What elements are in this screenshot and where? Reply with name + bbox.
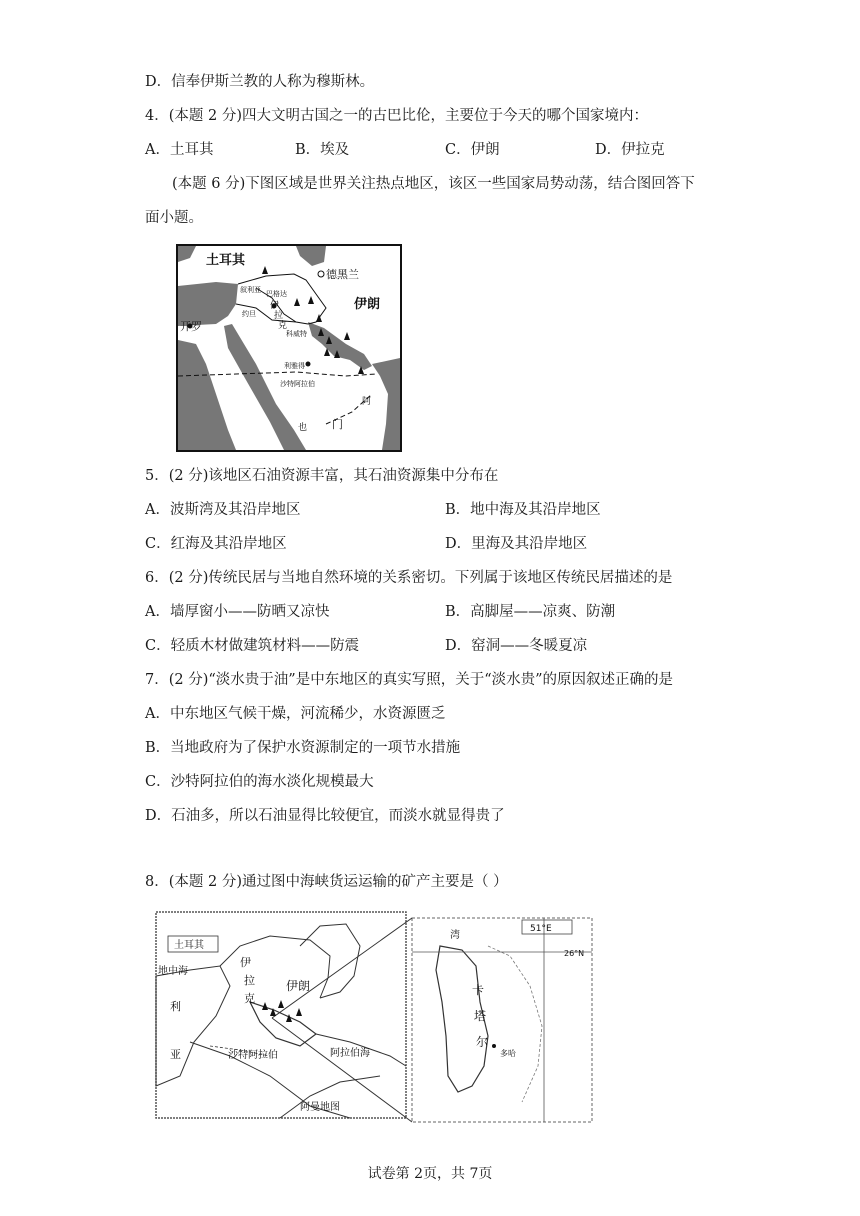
q4-option-b: B．埃及 <box>295 142 350 158</box>
map1-label-tehran: 德黑兰 <box>326 268 359 281</box>
q7-option-a: A．中东地区气候干燥，河流稀少，水资源匮乏 <box>145 706 446 722</box>
map2-label-turkey: 土耳其 <box>174 940 204 951</box>
q6-option-b: B．高脚屋——凉爽、防潮 <box>445 604 616 620</box>
map2-label-ya: 亚 <box>170 1048 181 1061</box>
map1-label-yemen-2: 门 <box>332 418 343 431</box>
q4-option-a: A．土耳其 <box>145 142 214 158</box>
map1-label-riyadh: 利雅得 <box>284 362 305 370</box>
persian-gulf-qatar-map <box>150 906 598 1126</box>
map1-label-iraq-3: 克 <box>278 321 288 331</box>
map1-label-oman: 阿 <box>362 397 372 407</box>
map1-label-iran: 伊朗 <box>354 297 381 312</box>
map2-label-iraq-3: 克 <box>244 992 255 1005</box>
map2-label-gulf: 湾 <box>450 930 460 941</box>
map2-label-longitude: 51°E <box>530 924 552 934</box>
q7-option-c: C．沙特阿拉伯的海水淡化规模最大 <box>145 774 374 790</box>
map2-label-qatar-1: 卡 <box>472 983 485 997</box>
map2-label-arabian-sea: 阿拉伯海 <box>330 1048 370 1059</box>
group-intro-line1: (本题 6 分)下图区域是世界关注热点地区，该区一些国家局势动荡，结合图回答下 <box>172 176 695 192</box>
map1-label-iraq-2: 拉 <box>274 311 284 321</box>
q7-option-d: D．石油多，所以石油显得比较便宜，而淡水就显得贵了 <box>145 808 505 824</box>
q4-stem: 4．(本题 2 分)四大文明古国之一的古巴比伦，主要位于今天的哪个国家境内： <box>145 108 648 124</box>
group-intro-line2: 面小题。 <box>145 210 203 226</box>
q4-option-d: D．伊拉克 <box>595 142 665 158</box>
map2-label-mediterranean: 地中海 <box>158 966 188 977</box>
map2-label-iran: 伊朗 <box>286 979 311 993</box>
q7-stem: 7．(2 分)“淡水贵于油”是中东地区的真实写照，关于“淡水贵”的原因叙述正确的是 <box>145 672 674 688</box>
map2-label-qatar-3: 尔 <box>476 1035 489 1049</box>
map2-label-oman-map: 阿曼地图 <box>300 1102 340 1113</box>
map2-label-qatar-2: 塔 <box>474 1009 487 1023</box>
map2-label-doha: 多哈 <box>500 1049 516 1058</box>
q6-stem: 6．(2 分)传统民居与当地自然环境的关系密切。下列属于该地区传统民居描述的是 <box>145 570 673 586</box>
middle-east-map <box>176 244 402 452</box>
q5-option-c: C．红海及其沿岸地区 <box>145 536 287 552</box>
q7-option-b: B．当地政府为了保护水资源制定的一项节水措施 <box>145 740 461 756</box>
map1-label-baghdad: 巴格达 <box>266 290 287 298</box>
map1-label-iraq-1: 伊 <box>270 301 280 311</box>
q8-stem: 8．(本题 2 分)通过图中海峡货运运输的矿产主要是（ ） <box>145 874 508 890</box>
q5-option-d: D．里海及其沿岸地区 <box>445 536 588 552</box>
q4-option-c: C．伊朗 <box>445 142 500 158</box>
map1-label-kuwait: 科威特 <box>286 330 307 338</box>
q6-option-c: C．轻质木材做建筑材料——防震 <box>145 638 360 654</box>
map2-label-iraq-2: 拉 <box>244 974 255 987</box>
map2-label-saudi-arabia: 沙特阿拉伯 <box>228 1050 278 1061</box>
map1-label-cairo: 开罗 <box>180 320 202 333</box>
map1-label-syria: 叙利亚 <box>240 286 261 294</box>
map2-label-iraq-1: 伊 <box>240 956 251 969</box>
map1-label-saudi-arabia: 沙特阿拉伯 <box>280 380 315 388</box>
map2-label-li: 利 <box>170 1000 181 1013</box>
q3-option-d: D．信奉伊斯兰教的人称为穆斯林。 <box>145 74 375 90</box>
page-footer: 试卷第 2页，共 7页 <box>367 1166 493 1182</box>
q5-option-b: B．地中海及其沿岸地区 <box>445 502 601 518</box>
map1-label-turkey: 土耳其 <box>206 253 246 268</box>
q6-option-d: D．窑洞——冬暖夏凉 <box>445 638 588 654</box>
map1-label-jordan: 约旦 <box>242 310 256 318</box>
q5-option-a: A．波斯湾及其沿岸地区 <box>145 502 301 518</box>
map2-label-latitude: 26°N <box>564 949 585 958</box>
q6-option-a: A．墙厚窗小——防晒又凉快 <box>145 604 330 620</box>
q5-stem: 5．(2 分)该地区石油资源丰富，其石油资源集中分布在 <box>145 468 499 484</box>
map1-label-yemen-1: 也 <box>298 423 308 433</box>
